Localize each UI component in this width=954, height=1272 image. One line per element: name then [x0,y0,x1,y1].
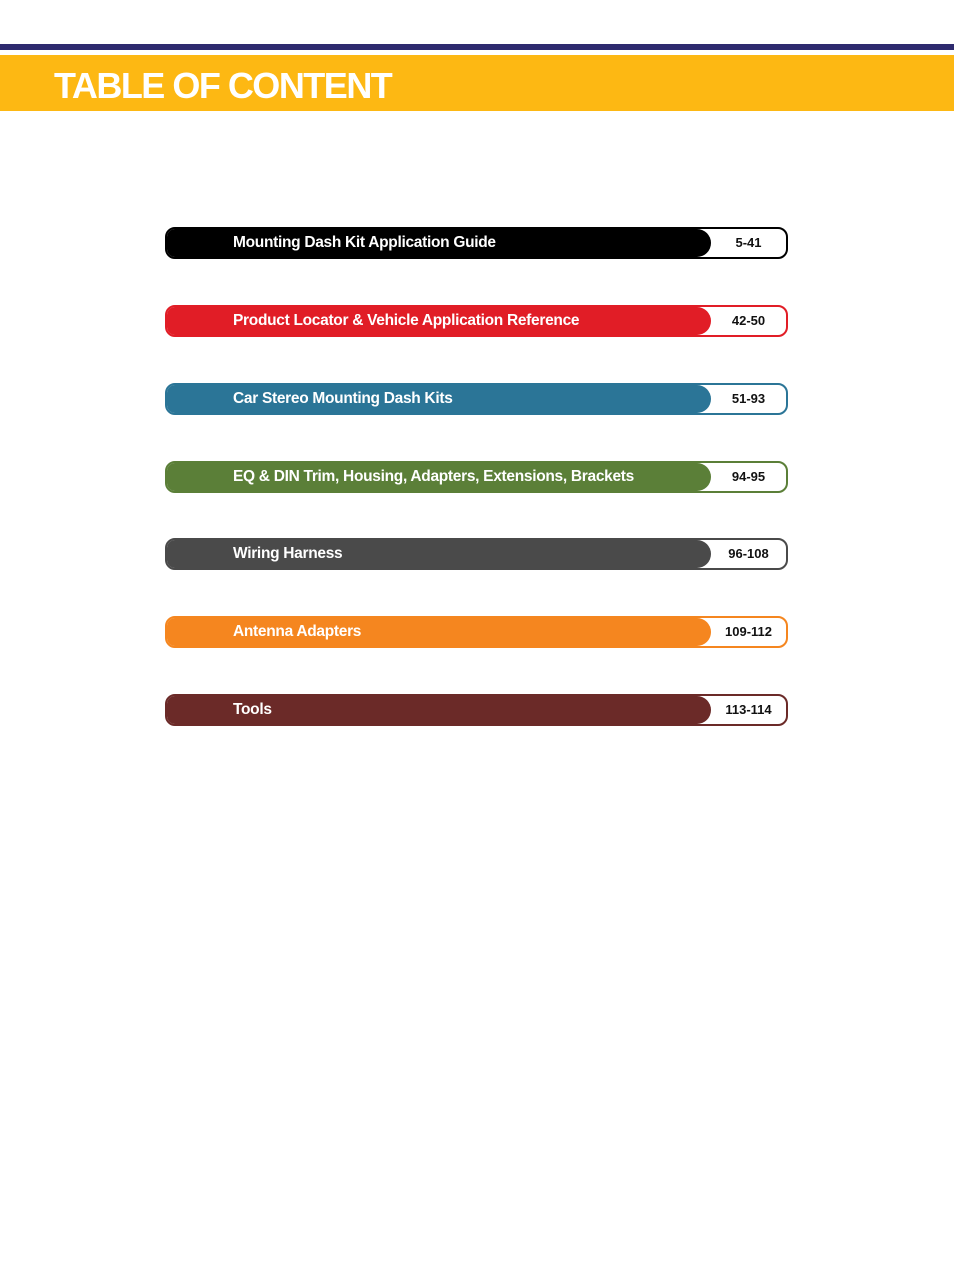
toc-item-eq-din-trim[interactable] [165,461,788,493]
toc-item-mounting-dash-kit-guide[interactable] [165,227,788,259]
toc-item-pages: 113-114 [725,702,772,717]
toc-item-antenna-adapters[interactable] [165,616,788,648]
toc-item-label: Wiring Harness [233,545,343,562]
toc-item-pages: 96-108 [728,546,769,561]
toc-item-pages: 94-95 [731,469,766,484]
toc-item-label: Product Locator & Vehicle Application Reference [233,312,580,329]
toc-item-pages: 109-112 [725,624,772,639]
toc-item-product-locator[interactable] [165,305,788,337]
toc-item-pages: 5-41 [735,235,762,250]
toc-item-label: EQ & DIN Trim, Housing, Adapters, Extensions, Brackets [233,468,634,485]
toc-item-tools[interactable] [165,694,788,726]
toc-item-pages: 51-93 [731,391,766,406]
toc-item-label: Tools [233,701,272,718]
toc-item-label: Mounting Dash Kit Application Guide [233,234,496,251]
page-title: TABLE OF CONTENT [54,65,392,106]
toc-item-label: Antenna Adapters [233,623,362,640]
toc-item-pages: 42-50 [731,313,766,328]
toc-item-wiring-harness[interactable] [165,538,788,570]
toc-item-car-stereo-dash-kits[interactable] [165,383,788,415]
toc-item-label: Car Stereo Mounting Dash Kits [233,390,453,407]
